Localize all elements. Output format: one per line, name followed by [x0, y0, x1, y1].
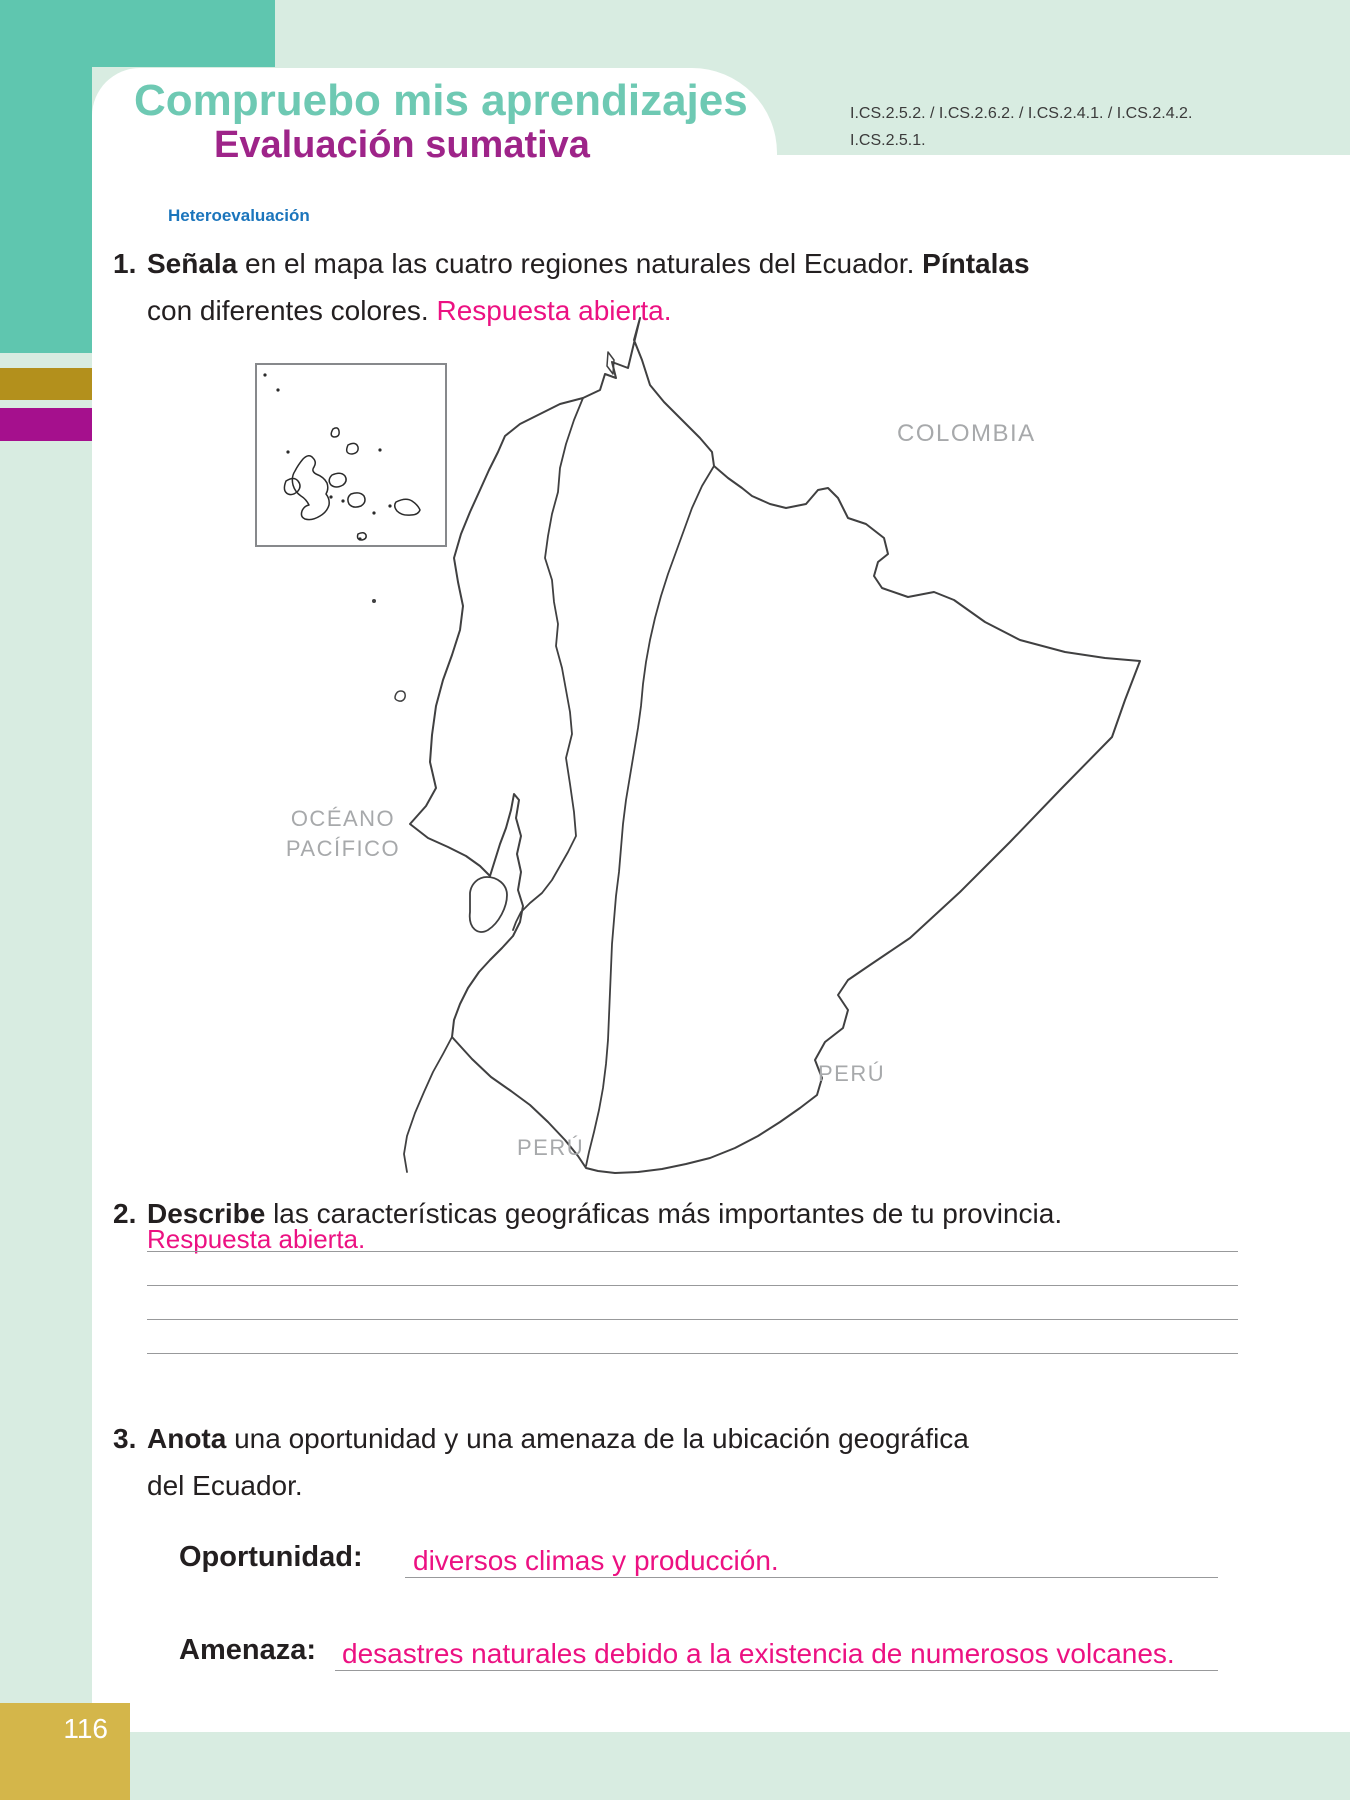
q2-open-answer: Respuesta abierta. — [147, 1224, 366, 1254]
region-boundary-costa-sierra — [513, 398, 583, 930]
isla-marchena — [347, 443, 358, 454]
q3-text: Anota una oportunidad y una amenaza de la ubicación geográfica del Ecuador. — [147, 1423, 969, 1501]
peru-coast-line — [404, 1037, 452, 1172]
q1-keyword: Señala — [147, 248, 238, 279]
q1-open-answer: Respuesta abierta. — [436, 295, 672, 326]
q3-number: 3. — [113, 1423, 137, 1454]
coastal-islet-dot — [372, 599, 376, 603]
q2-text: Describe las características geográficas más importantes de tu provincia. — [147, 1198, 1063, 1229]
isla-espanola — [358, 533, 367, 540]
isla-de-la-plata — [395, 691, 405, 701]
isla-isabela — [292, 456, 329, 520]
isla-pinta — [331, 428, 339, 437]
threat-answer: desastres naturales debido a la existencia de numerosos volcanes. — [342, 1638, 1175, 1669]
galapagos-islands — [257, 365, 445, 545]
page-number: 116 — [63, 1713, 108, 1744]
q1-text: Señala en el mapa las cuatro regiones naturales del Ecuador. Píntalas con diferentes colores. Respuesta abierta. — [147, 248, 1030, 326]
page-subtitle: Evaluación sumativa — [214, 124, 590, 166]
q1-number: 1. — [113, 248, 137, 279]
answer-line-3 — [147, 1319, 1238, 1320]
region-boundary-sierra-oriente — [586, 466, 714, 1166]
gold-band — [0, 368, 92, 400]
opportunity-answer: diversos climas y producción. — [413, 1545, 779, 1576]
opportunity-line — [405, 1577, 1218, 1578]
answer-line-4 — [147, 1353, 1238, 1354]
map-label-pacific-ocean: OCÉANO PACÍFICO — [285, 806, 401, 861]
isla-santa-cruz — [329, 473, 346, 487]
question-3 — [113, 1415, 1243, 1509]
isla-santiago — [348, 493, 365, 507]
puna-island — [470, 877, 507, 932]
standards-codes-line2: I.CS.2.5.1. — [850, 132, 926, 149]
opportunity-label: Oportunidad: — [179, 1541, 363, 1573]
threat-label: Amenaza: — [179, 1634, 316, 1666]
map-label-peru-east: PERÚ — [818, 1061, 886, 1086]
page-title: Compruebo mis aprendizajes — [134, 76, 748, 125]
standards-codes — [850, 100, 1192, 154]
map-label-colombia: COLOMBIA — [897, 420, 1036, 447]
answer-line-2 — [147, 1285, 1238, 1286]
q3-keyword: Anota — [147, 1423, 227, 1454]
q1-keyword-2: Píntalas — [922, 248, 1030, 279]
q2-number: 2. — [113, 1198, 137, 1229]
q2-keyword: Describe — [147, 1198, 266, 1229]
eval-type-label: Heteroevaluación — [168, 206, 310, 225]
galapagos-inset-box — [255, 363, 447, 547]
isla-san-cristobal — [395, 499, 420, 515]
threat-line — [335, 1670, 1218, 1671]
answer-line-1 — [147, 1251, 1238, 1252]
map-label-peru-south: PERÚ — [517, 1135, 585, 1160]
page-number-block — [0, 1703, 130, 1800]
standards-codes-line1: I.CS.2.5.2. / I.CS.2.6.2. / I.CS.2.4.1. / I.CS.2.4.2. — [850, 105, 1193, 122]
teal-sidebar-block — [0, 0, 92, 353]
magenta-band — [0, 408, 92, 441]
